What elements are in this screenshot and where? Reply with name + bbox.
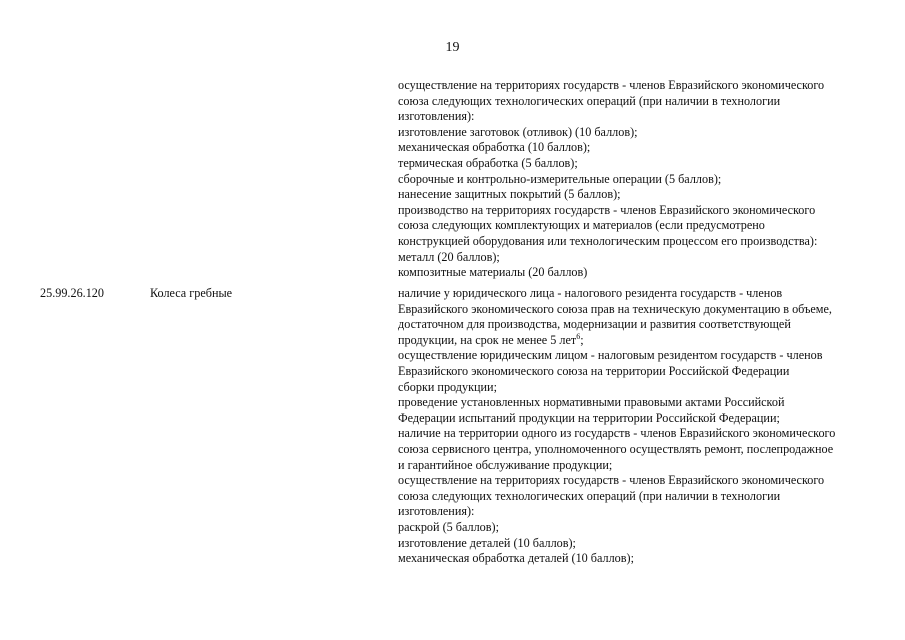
requirement-line: конструкцией оборудования или технологическим процессом его производства): xyxy=(398,233,818,248)
requirement-line: союза следующих технологических операций (при наличии в технологии xyxy=(398,488,781,503)
footnote-line-end: ; xyxy=(580,332,584,347)
requirement-line: союза сервисного центра, уполномоченного осуществлять ремонт, послепродажное xyxy=(398,441,834,456)
requirement-line: наличие на территории одного из государств - членов Евразийского экономического xyxy=(398,426,836,441)
requirement-line: раскрой (5 баллов); xyxy=(398,519,499,534)
requirement-line: проведение установленных нормативными правовыми актами Российской xyxy=(398,395,785,410)
requirement-line: сборки продукции; xyxy=(398,379,497,394)
product-name: Колеса гребные xyxy=(150,286,233,300)
product-code: 25.99.26.120 xyxy=(40,286,104,300)
footnote-mark: 6 xyxy=(576,331,581,341)
page-number: 19 xyxy=(445,40,460,55)
requirement-line: союза следующих комплектующих и материалов (если предусмотрено xyxy=(398,218,765,233)
product-requirements xyxy=(398,286,888,567)
requirement-line: производство на территориях государств - членов Евразийского экономического xyxy=(398,202,816,217)
requirement-line: механическая обработка деталей (10 баллов); xyxy=(398,551,634,566)
footnote-line-text: продукции, на срок не менее 5 лет xyxy=(398,332,577,347)
requirement-line: Федерации испытаний продукции на территории Российской Федерации; xyxy=(398,410,780,425)
requirement-line: сборочные и контрольно-измерительные операции (5 баллов); xyxy=(398,171,722,186)
requirement-line: союза следующих технологических операций (при наличии в технологии xyxy=(398,93,781,108)
requirement-line: осуществление юридическим лицом - налоговым резидентом государств - членов xyxy=(398,348,823,363)
requirement-line: механическая обработка (10 баллов); xyxy=(398,140,591,155)
requirement-line: изготовления): xyxy=(398,109,475,124)
requirements-continuation xyxy=(398,78,888,281)
requirement-line: Евразийского экономического союза прав на техническую документацию в объеме, xyxy=(398,301,832,316)
requirement-line: термическая обработка (5 баллов); xyxy=(398,155,578,170)
requirement-line: нанесение защитных покрытий (5 баллов); xyxy=(398,187,621,202)
requirement-line: изготовления): xyxy=(398,504,475,519)
requirement-line: Евразийского экономического союза на территории Российской Федерации xyxy=(398,363,790,378)
requirement-line: наличие у юридического лица - налогового резидента государств - членов xyxy=(398,286,783,300)
requirement-line: и гарантийное обслуживание продукции; xyxy=(398,457,613,472)
requirement-line: изготовление деталей (10 баллов); xyxy=(398,535,576,550)
requirement-line: осуществление на территориях государств - членов Евразийского экономического xyxy=(398,78,825,92)
requirement-line: изготовление заготовок (отливок) (10 баллов); xyxy=(398,124,638,139)
requirement-line: композитные материалы (20 баллов) xyxy=(398,265,588,280)
requirement-line: осуществление на территориях государств - членов Евразийского экономического xyxy=(398,473,825,488)
requirement-line: достаточном для производства, модернизации и развития соответствующей xyxy=(398,317,791,332)
requirement-line-footnote xyxy=(398,333,888,349)
requirement-line: металл (20 баллов); xyxy=(398,249,500,264)
